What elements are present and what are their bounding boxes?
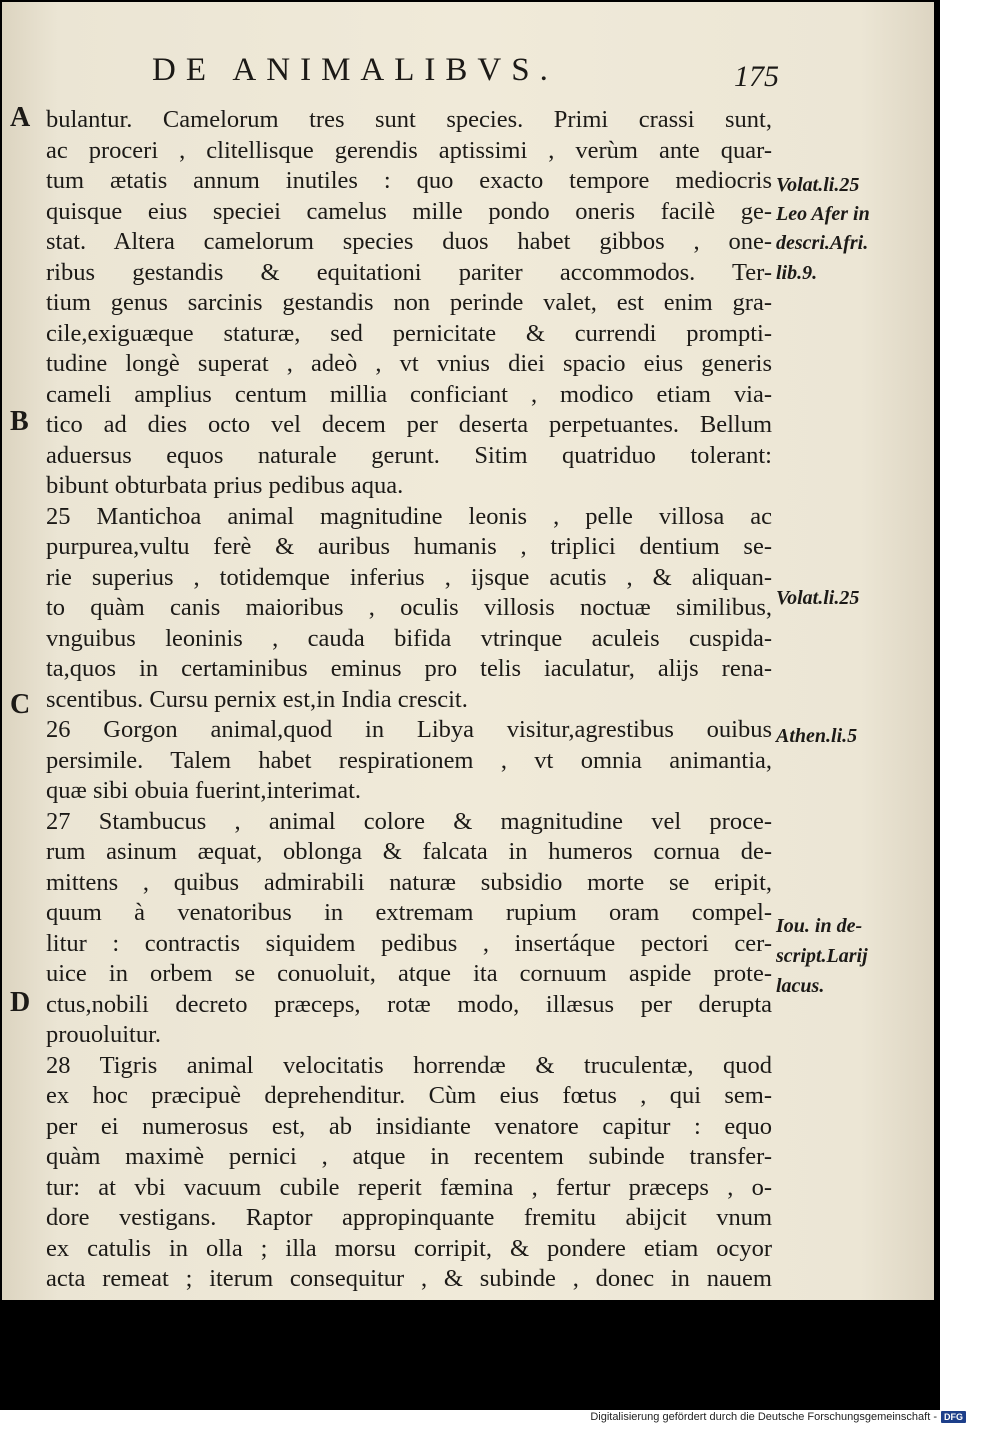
margin-note: Athen.li.5 bbox=[776, 725, 858, 747]
text-line: stat. Altera camelorum species duos habet gibbos , one- bbox=[46, 228, 772, 255]
text-line: 25 Mantichoa animal magnitudine leonis , pelle villosa ac bbox=[46, 502, 772, 530]
page-number: 175 bbox=[734, 60, 779, 93]
text-line: tum ætatis annum inutiles : quo exacto tempore mediocris bbox=[46, 167, 772, 194]
text-line: acta remeat ; iterum consequitur , & subinde , donec in nauem bbox=[46, 1265, 772, 1292]
text-line: to quàm canis maioribus , oculis villosis noctuæ similibus, bbox=[46, 594, 772, 621]
text-line: 28 Tigris animal velocitatis horrendæ & truculentæ, quod bbox=[46, 1051, 772, 1079]
text-line: uice in orbem se conuoluit, atque ita cornuum aspide prote- bbox=[46, 960, 772, 987]
text-line: litur : contractis siquidem pedibus , insertáque pectori cer- bbox=[46, 929, 772, 957]
text-line: aduersus equos naturale gerunt. Sitim quatriduo tolerant: bbox=[46, 441, 772, 469]
book-page bbox=[2, 2, 934, 1300]
text-body bbox=[46, 105, 772, 1295]
text-line: 27 Stambucus , animal colore & magnitudine vel proce- bbox=[46, 807, 772, 835]
text-line: ta,quos in certaminibus eminus pro telis iaculatur, alijs rena- bbox=[46, 655, 772, 682]
text-line: tudine longè superat , adeò , vt vnius diei spacio eius generis bbox=[46, 350, 772, 377]
text-line: mittens , quibus admirabili naturæ subsidio morte se eripit, bbox=[46, 868, 772, 896]
text-line: tico ad dies octo vel decem per deserta perpetuantes. Bellum bbox=[46, 411, 772, 438]
text-line: ex catulis in olla ; illa morsu corripit, & pondere etiam ocyor bbox=[46, 1234, 772, 1262]
text-line: quum à venatoribus in extremam rupium oram compel- bbox=[46, 899, 772, 926]
text-line: bibunt obturbata prius pedibus aqua. bbox=[46, 472, 404, 499]
margin-note: Leo Afer in bbox=[776, 203, 870, 225]
text-line: cile,exiguæque staturæ, sed pernicitate & currendi prompti- bbox=[46, 319, 772, 347]
margin-note: script.Larij bbox=[776, 945, 868, 967]
section-marker-c: C bbox=[10, 689, 31, 720]
text-line: scentibus. Cursu pernix est,in India crescit. bbox=[46, 685, 468, 713]
text-line: rum asinum æquat, oblonga & falcata in humeros cornua de- bbox=[46, 838, 772, 865]
text-line: prouoluitur. bbox=[46, 1021, 162, 1048]
text-line: 26 Gorgon animal,quod in Libya visitur,agrestibus ouibus bbox=[46, 716, 772, 743]
section-marker-d: D bbox=[10, 987, 31, 1018]
funding-credit-text: Digitalisierung gefördert durch die Deutsche Forschungsgemeinschaft - bbox=[590, 1411, 937, 1423]
text-line: quæ sibi obuia fuerint,interimat. bbox=[46, 777, 362, 804]
margin-note: lib.9. bbox=[776, 262, 818, 284]
text-line: ac proceri , clitellisque gerendis aptissimi , verùm ante quar- bbox=[46, 136, 772, 164]
section-marker-a: A bbox=[10, 102, 31, 133]
section-marker-b: B bbox=[10, 406, 29, 437]
text-line: rie superius , totidemque inferius , ijsque acutis , & aliquan- bbox=[46, 563, 772, 591]
text-line: dore vestigans. Raptor appropinquante fremitu abijcit vnum bbox=[46, 1204, 772, 1231]
text-line: quàm maximè pernici , atque in recentem subinde transfer- bbox=[46, 1143, 772, 1170]
text-line: cameli amplius centum millia conficiant , modico etiam via- bbox=[46, 380, 772, 408]
dfg-logo: DFG bbox=[941, 1411, 966, 1423]
margin-note: Volat.li.25 bbox=[776, 587, 860, 609]
margin-note: Volat.li.25 bbox=[776, 174, 860, 196]
text-line: bulantur. Camelorum tres sunt species. Primi crassi sunt, bbox=[46, 106, 772, 133]
text-line: ribus gestandis & equitationi pariter accommodos. Ter- bbox=[46, 258, 772, 286]
text-line: ctus,nobili decreto præceps, rotæ modo, illæsus per derupta bbox=[46, 990, 772, 1018]
text-line: tium genus sarcinis gestandis non perinde valet, est enim gra- bbox=[46, 289, 772, 316]
margin-note: descri.Afri. bbox=[776, 232, 869, 254]
funding-credit bbox=[590, 1411, 966, 1423]
text-line: quisque eius speciei camelus mille pondo oneris facilè ge- bbox=[46, 197, 772, 225]
text-line: persimile. Talem habet respirationem , vt omnia animantia, bbox=[46, 746, 772, 774]
running-header: DE ANIMALIBVS. bbox=[152, 52, 558, 88]
text-line: ex hoc præcipuè deprehenditur. Cùm eius fœtus , qui sem- bbox=[46, 1082, 772, 1109]
text-line: vnguibus leoninis , cauda bifida vtrinque aculeis cuspida- bbox=[46, 624, 772, 652]
margin-note: lacus. bbox=[776, 975, 825, 997]
text-line: tur: at vbi vacuum cubile reperit fæmina , fertur præceps , o- bbox=[46, 1173, 772, 1201]
margin-note: Iou. in de- bbox=[776, 915, 863, 937]
text-line: per ei numerosus est, ab insidiante venatore capitur : equo bbox=[46, 1112, 772, 1140]
text-line: purpurea,vultu ferè & auribus humanis , triplici dentium se- bbox=[46, 533, 772, 560]
